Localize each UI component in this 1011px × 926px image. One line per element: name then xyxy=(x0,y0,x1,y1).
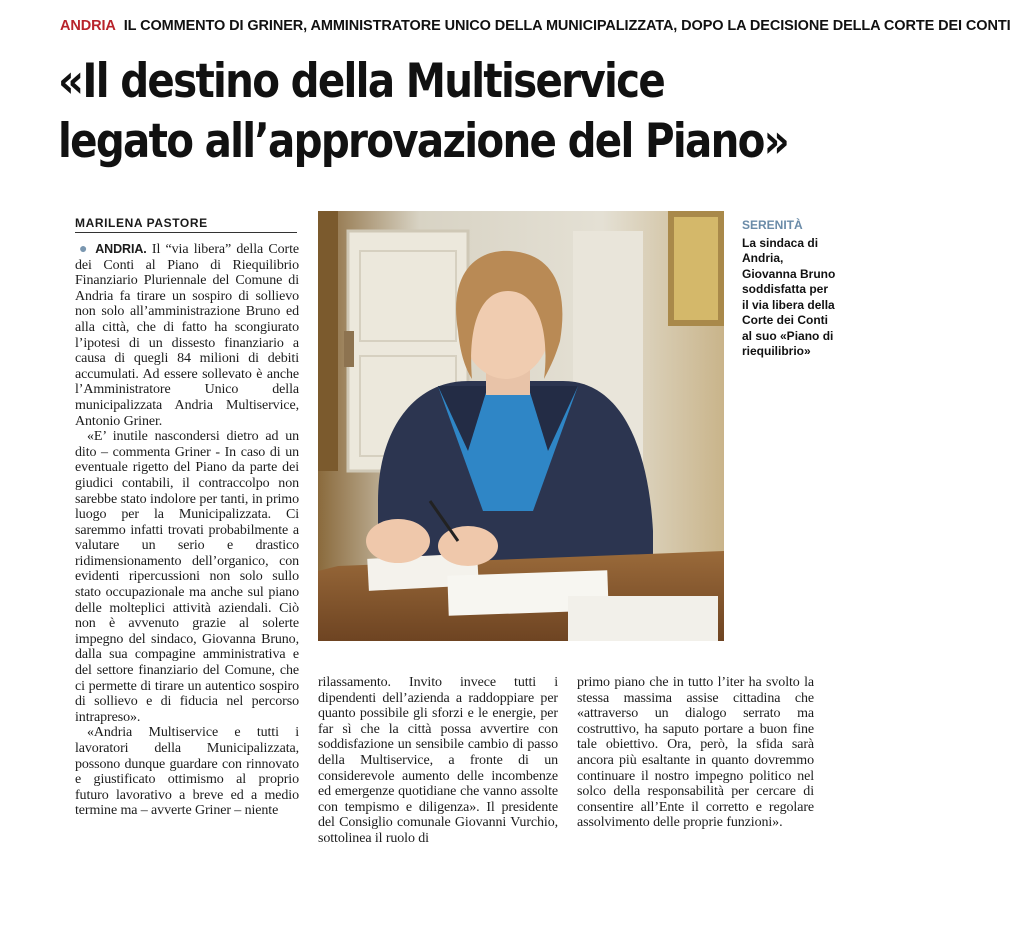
article-column-1 xyxy=(75,242,299,819)
caption-text: La sindaca di Andria, Giovanna Bruno soddisfatta per il via libera della Corte dei Conti al suo «Piano di riequilibrio» xyxy=(742,235,836,358)
caption-title: SERENITÀ xyxy=(742,218,803,232)
kicker-text: IL COMMENTO DI GRINER, AMMINISTRATORE UNICO DELLA MUNICIPALIZZATA, DOPO LA DECISIONE DELLA CORTE DEI CONTI xyxy=(123,18,1011,34)
article-column-3 xyxy=(577,675,814,831)
byline: MARILENA PASTORE xyxy=(75,216,297,233)
headline-line-1: «Il destino della Multiservice xyxy=(58,54,665,109)
article-paragraph-4: rilassamento. Invito invece tutti i dipendenti dell’azienda a raddoppiare per quanto possibile gli sforzi e le energie, per far sì che la città possa avvertire con soddisfazione un sensibile cambio di passo della Multiservice, a fronte di un considerevole aumento delle incombenze ed emergenze quotidiane che vanno assolte con tempismo e diligenza». Il presidente del Consiglio comunale Giovanni Vurchio, sottolinea il ruolo di xyxy=(318,675,558,846)
article-paragraph-3: «Andria Multiservice e tutti i lavoratori della Municipalizzata, possono dunque guardare con rinnovato e giustificato ottimismo al proprio futuro lavorativo a breve ed a medio termine ma – avverte Griner – niente xyxy=(75,725,299,819)
kicker xyxy=(60,18,1011,34)
kicker-place: ANDRIA xyxy=(60,18,116,34)
photo-caption xyxy=(742,218,837,360)
headline xyxy=(58,52,789,172)
dateline-city: ANDRIA. xyxy=(95,242,147,256)
article-paragraph-5: primo piano che in tutto l’iter ha svolto la stessa massima assise cittadina che «attraverso un dialogo serrato ma costruttivo, ha saputo portare a buon fine tale obiettivo. Ora, però, la sfida sarà ancora più esaltante in quanto dovremmo continuare il nostro impegno politico nel solco della responsabilità per cercare di consentire all’Ente il corretto e regolare assolvimento delle proprie funzioni». xyxy=(577,675,814,831)
article-paragraph-1 xyxy=(75,242,299,429)
paragraph-1-text: Il “via libera” della Corte dei Conti al Piano di Riequilibrio Finanziario Pluriennale del Comune di Andria fa tirare un sospiro di sollievo non solo all’amministrazione Bruno ed alla città, che di fatto ha scongiurato l’ipotesi di un dissesto finanziario a causa di quegli 84 milioni di debiti accumulati. Ad essere sollevato è anche l’Amministratore Unico della municipalizzata Andria Multiservice, Antonio Griner. xyxy=(75,242,299,429)
article-photo xyxy=(318,211,724,641)
bullet-icon: ● xyxy=(79,242,90,257)
photo-mayor-signing xyxy=(318,211,724,641)
article-column-2 xyxy=(318,675,558,847)
headline-line-2: legato all’approvazione del Piano» xyxy=(58,114,789,169)
article-paragraph-2: «E’ inutile nascondersi dietro ad un dito – commenta Griner - In caso di un eventuale rigetto del Piano da parte dei giudici contabili, il contraccolpo non sarebbe stato indolore per tanti, in primo luogo per la Municipalizzata. Ci saremmo infatti trovati probabilmente a valutare un serio e drastico ridimensionamento dell’organico, con evidenti ripercussioni non solo sullo stato occupazionale ma anche sul piano delle molteplici attività aziendali. Ciò non è avvenuto grazie al solerte impegno del sindaco, Giovanna Bruno, dalla sua compagine amministrativa e del settore finanziario del Comune, che ci permette di tirare un autentico sospiro di sollievo e di fiducia nel percorso intrapreso». xyxy=(75,429,299,725)
